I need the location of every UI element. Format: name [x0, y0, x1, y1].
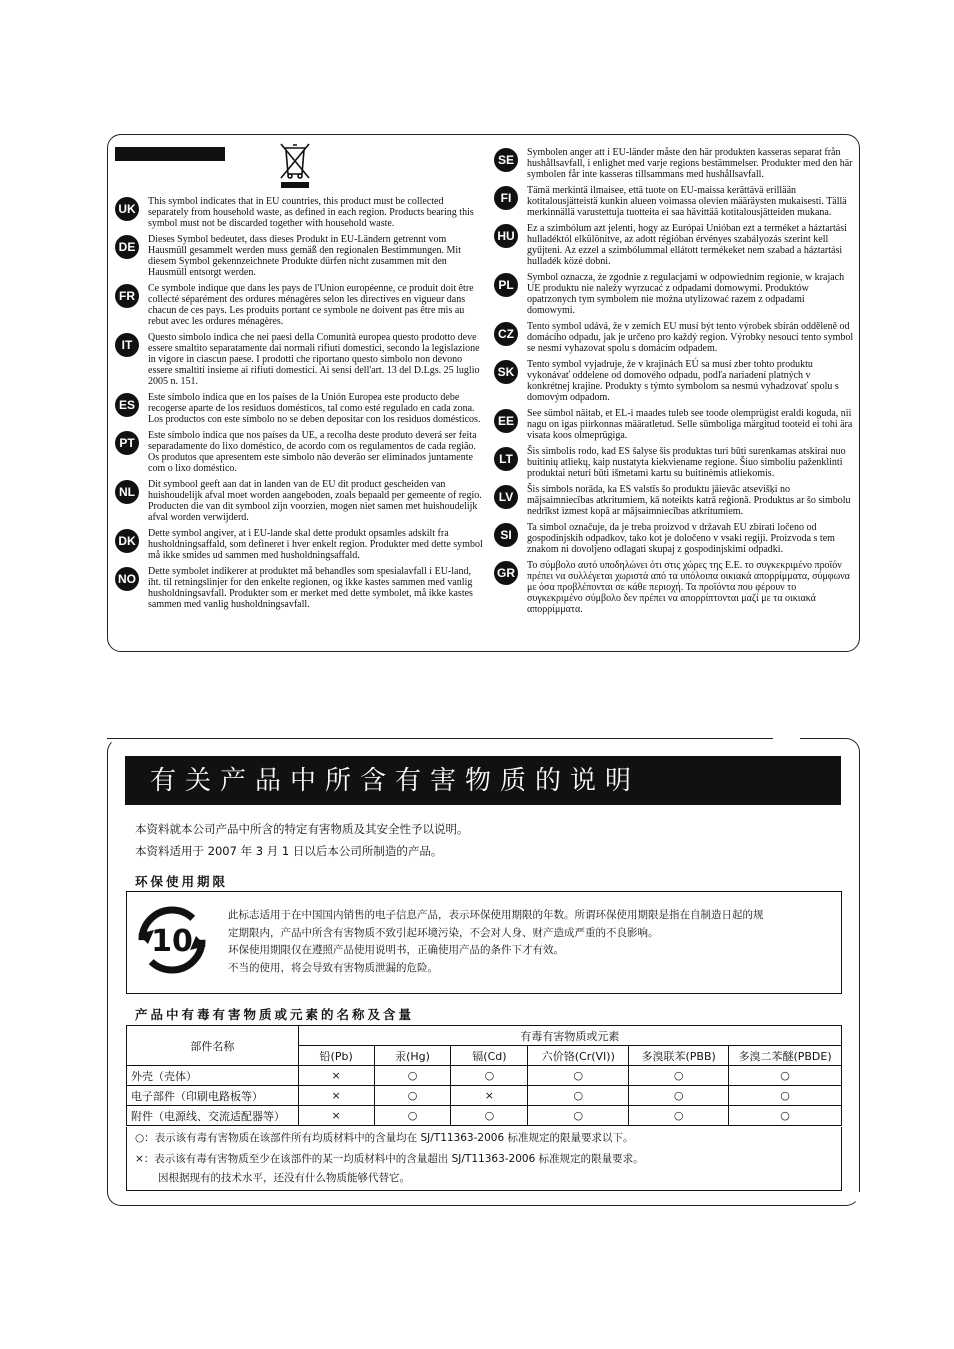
panel-right-line — [859, 770, 860, 1192]
weee-entry-ee — [494, 408, 854, 441]
substance-column-header: 铅(Pb) — [298, 1046, 374, 1066]
substance-table-heading: 产品中有毒有害物质或元素的名称及含量 — [135, 1007, 415, 1022]
weee-entry-lv — [494, 484, 854, 517]
env-line: 定期限内，产品中所含有害物质不致引起环境污染，不会对人身、财产造成严重的不良影响。 — [228, 926, 659, 939]
language-badge: HU — [494, 224, 518, 248]
substance-mark-cell: ○ — [528, 1086, 629, 1106]
substance-column-header: 多溴二苯醚(PBDE) — [729, 1046, 842, 1066]
substance-mark-cell: ○ — [374, 1106, 451, 1126]
weee-entry-text: Symbol oznacza, że zgodnie z regulacjami w odpowiednim regionie, w krajach UE produktu nie należy wyrzucać z odpadami domowymi. Produktów opatrzonych tym symbolem nie można utylizować razem z odpadami domowymi. — [527, 272, 845, 316]
language-badge: DK — [115, 529, 139, 553]
substance-mark-cell: ○ — [729, 1086, 842, 1106]
weee-entry-nl — [115, 479, 485, 523]
language-badge: DE — [115, 235, 139, 259]
weee-entry-text: Šis simbols norāda, ka ES valstīs šo produktu jāievāc atsevišķi no mājsaimniecības atkritumiem, kā noteikts katrā reģionā. Produktus ar šo simbolu nedrīkst izmest kopā ar mājsaimniecības atkritumiem. — [527, 484, 851, 517]
language-badge: ES — [115, 393, 139, 417]
weee-entry-it — [115, 332, 485, 387]
weee-entry-si — [494, 522, 854, 555]
language-badge: SE — [494, 148, 518, 172]
table-row — [127, 1106, 842, 1126]
language-badge: FI — [494, 186, 518, 210]
weee-entry-pt — [115, 430, 485, 474]
weee-entry-lt — [494, 446, 854, 479]
weee-entry-fr — [115, 283, 485, 327]
weee-entry-dk — [115, 528, 485, 561]
weee-entry-pl — [494, 272, 854, 316]
part-name-header: 部件名称 — [127, 1026, 299, 1066]
rohs-title: 有关产品中所含有害物质的说明 — [150, 766, 641, 796]
substance-mark-cell: × — [298, 1086, 374, 1106]
substance-mark-cell: ○ — [528, 1066, 629, 1086]
part-name-cell: 电子部件（印刷电路板等） — [127, 1086, 299, 1106]
substance-mark-cell: ○ — [528, 1106, 629, 1126]
language-badge: LT — [494, 447, 518, 471]
substance-mark-cell: ○ — [629, 1066, 729, 1086]
language-badge: UK — [115, 197, 139, 221]
part-name-cell: 附件（电源线、交流适配器等） — [127, 1106, 299, 1126]
intro-line-1: 本资料就本公司产品中所含的特定有害物质及其安全性予以说明。 — [135, 822, 469, 836]
weee-entry-text: Symbolen anger att i EU-länder måste den här produkten kasseras separat från hushållsavfall, i enlighet med varje regions bestämmelser. Produkter med den här symbolen får inte kasseras tillsammans med hushållsavfall. — [527, 147, 853, 180]
substance-column-header: 镉(Cd) — [451, 1046, 528, 1066]
language-badge: CZ — [494, 322, 518, 346]
weee-entry-text: Šis simbolis rodo, kad ES šalyse šis produktas turi būti surenkamas atskirai nuo buitinių atliekų, kaip nustatyta kiekviename regione. Šiuo simboliu paženklinti produktai neturi būti išmetami kartu su buitinėmis atliekomis. — [527, 446, 846, 479]
weee-entry-text: Ce symbole indique que dans les pays de l'Union européenne, ce produit doit être collecté séparément des ordures ménagères selon les directives en vigueur dans chacun de ces pays. Les produits portant ce symbole ne doivent pas être mis au rebut avec les ordures ménagères. — [148, 283, 474, 327]
intro-line-2: 本资料适用于 2007 年 3 月 1 日以后本公司所制造的产品。 — [135, 844, 443, 858]
table-row — [127, 1066, 842, 1086]
substance-column-header: 汞(Hg) — [374, 1046, 451, 1066]
env-period-heading: 环保使用期限 — [135, 874, 229, 889]
substance-mark-cell: × — [298, 1066, 374, 1086]
table-row — [127, 1086, 842, 1106]
weee-entry-text: Tento symbol udává, že v zemích EU musí být tento výrobek sbírán odděleně od domácího odpadu, jak je určeno pro každý region. Výrobky nesoucí tento symbol se nesmí vyhazovat spolu s domácím odpadem. — [527, 321, 854, 354]
substance-column-header: 多溴联苯(PBB) — [629, 1046, 729, 1066]
substance-mark-cell: ○ — [374, 1066, 451, 1086]
substance-mark-cell: ○ — [629, 1086, 729, 1106]
language-badge: PT — [115, 431, 139, 455]
env-line: 不当的使用，将会导致有害物质泄漏的危险。 — [228, 961, 438, 974]
language-badge: NL — [115, 480, 139, 504]
substance-mark-cell: × — [298, 1106, 374, 1126]
weee-entry-de — [115, 234, 485, 278]
weee-entry-text: Dieses Symbol bedeutet, dass dieses Produkt in EU-Ländern getrennt vom Hausmüll gesammelt werden muss gemäß den regionalen Bestimmungen. Mit diesem Symbol gekennzeichnete Produkte dürfen nicht zusammen mit den Hausmüll entsorgt werden. — [148, 234, 461, 278]
weee-left-column — [115, 196, 485, 615]
language-badge: GR — [494, 561, 518, 585]
substance-mark-cell: ○ — [629, 1106, 729, 1126]
panel-top-line — [107, 738, 773, 739]
weee-right-column — [494, 147, 854, 620]
language-badge: PL — [494, 273, 518, 297]
weee-entry-text: See sümbol näitab, et EL-i maades tuleb see toode olemprügist eraldi koguda, nii nagu on igas piirkonnas määratletud. Selle sümboliga märgitud tooteid ei tohi ära visata koos olmeprügiga. — [527, 408, 853, 441]
black-label-bar — [115, 147, 225, 161]
weee-entry-gr — [494, 560, 854, 615]
language-badge: FR — [115, 284, 139, 308]
weee-entry-se — [494, 147, 854, 180]
note-cross: ×：表示该有毒有害物质至少在该部件的某一均质材料中的含量超出 SJ/T11363-2006 标准规定的限量要求。 — [135, 1153, 644, 1165]
weee-entry-fi — [494, 185, 854, 218]
env-line: 此标志适用于在中国国内销售的电子信息产品，表示环保使用期限的年数。所谓环保使用期限是指在自制造日起的规 — [228, 909, 764, 921]
language-badge: NO — [115, 567, 139, 591]
weee-entry-text: Ez a szimbólum azt jelenti, hogy az Európai Unióban ezt a terméket a háztartási hulladéktól elkülönítve, az adott régióban érvényes szabályozás szerint kell gyűjteni. Az ezzel a szimbólummal ellátott termékeket nem szabad a háztartási hulladék közé dobni. — [527, 223, 847, 267]
part-name-cell: 外壳（壳体） — [127, 1066, 299, 1086]
substance-mark-cell: ○ — [374, 1086, 451, 1106]
weee-entry-text: Dette symbolet indikerer at produktet må behandles som spesialavfall i EU-land, iht. til retningslinjer for den enkelte regionen, og ikke kastes sammen med vanlig husholdningsavfall. Produkter som er merket med dette symbolet, må ikke kastes sammen med vanlig husholdningsavfall. — [148, 566, 473, 610]
weee-entry-text: Este símbolo indica que nos países da UE, a recolha deste produto deverá ser feita separadamente do lixo doméstico, de acordo com os regulamentos de cada região. Os produtos que apresentem este símbolo não deverão ser eliminados juntamente com o lixo doméstico. — [148, 430, 477, 474]
weee-entry-hu — [494, 223, 854, 267]
env-logo-number: 10 — [151, 924, 193, 959]
note-circle: ○：表示该有毒有害物质在该部件所有均质材料中的含量均在 SJ/T11363-2006 标准规定的限量要求以下。 — [135, 1132, 634, 1144]
substance-mark-cell: ○ — [729, 1106, 842, 1126]
substance-mark-cell: ○ — [451, 1106, 528, 1126]
substance-mark-cell: ○ — [729, 1066, 842, 1086]
weee-entry-text: Dit symbool geeft aan dat in landen van de EU dit product gescheiden van huishoudelijk afval moet worden aangeboden, zoals bepaald per gemeente of regio. Producten die van dit symbool zijn voorzien, mogen niet samen met huishoudelijk afval worden verwijderd. — [148, 479, 482, 523]
substance-group-header: 有毒有害物质或元素 — [298, 1026, 841, 1046]
weee-entry-sk — [494, 359, 854, 403]
crossed-out-wheelie-bin-icon — [275, 140, 315, 190]
weee-entry-text: Το σύμβολο αυτό υποδηλώνει ότι στις χώρες της Ε.Ε. το συγκεκριμένο προϊόν πρέπει να συλλέγεται χωριστά από τα υπόλοιπα οικιακά απορρίμματα, σύμφωνα με όσα προβλέπονται σε κάθε περιοχή. Τα προϊόντα που φέρουν το συγκεκριμένο σύμβολο δεν πρέπει να απορρίπτονται μαζί με τα οικιακά απορρίμματα. — [527, 560, 850, 615]
language-badge: LV — [494, 485, 518, 509]
env-period-text — [228, 907, 828, 977]
substance-column-header: 六价铬(Cr(VI)) — [528, 1046, 629, 1066]
weee-entry-es — [115, 392, 485, 425]
weee-entry-text: Ta simbol označuje, da je treba proizvod v državah EU zbirati ločeno od gospodinjskih odpadkov, tako kot je določeno v vsaki regiji. Proizvoda s tem znakom ni dovoljeno odlagati skupaj z gospodinjskimi odpadki. — [527, 522, 835, 555]
weee-entry-text: Dette symbol angiver, at i EU-lande skal dette produkt opsamles adskilt fra husholdningsaffald, som defineret i hver enkelt region. Produkter med dette symbol må ikke smides ud sammen med husholdningsaffald. — [148, 528, 483, 561]
weee-entry-text: Questo simbolo indica che nei paesi della Comunità europea questo prodotto deve essere smaltito separatamente dai normali rifiuti domestici, secondo la legislazione in vigore in ciascun paese. I prodotti che riportano questo simbolo non devono essere smaltiti insieme ai rifiuti domestici. Ai sensi dell'art. 13 del D.Lgs. 25 luglio 2005 n. 151. — [148, 332, 480, 387]
environment-protection-period-icon — [132, 900, 212, 980]
env-line: 环保使用期限仅在遵照产品使用说明书，正确使用产品的条件下才有效。 — [228, 944, 564, 956]
weee-entry-cz — [494, 321, 854, 354]
language-badge: EE — [494, 409, 518, 433]
weee-entry-text: Este símbolo indica que en los países de la Unión Europea este producto debe recogerse aparte de los residuos domésticos, tal como esté regulado en cada zona. Los productos con este símbolo no se deben depositar con los residuos domésticos. — [148, 392, 481, 425]
language-badge: IT — [115, 333, 139, 357]
substance-table — [126, 1025, 842, 1126]
weee-entry-text: This symbol indicates that in EU countries, this product must be collected separately from household waste, as defined in each region. Products bearing this symbol must not be discarded together with household waste. — [148, 196, 474, 229]
weee-entry-uk — [115, 196, 485, 229]
table-body — [127, 1066, 842, 1126]
substance-mark-cell: × — [451, 1086, 528, 1106]
substance-mark-cell: ○ — [451, 1066, 528, 1086]
weee-entry-text: Tento symbol vyjadruje, že v krajinách EÚ sa musí zber tohto produktu vykonávať oddelene od domového odpadu, podľa nariadení platných v konkrétnej krajine. Produkty s týmto symbolom sa nesmú vyhadzovať spolu s domovým odpadom. — [527, 359, 839, 403]
language-badge: SK — [494, 360, 518, 384]
weee-entry-no — [115, 566, 485, 610]
note-reason: 因根据现有的技术水平，还没有什么物质能够代替它。 — [158, 1172, 410, 1184]
language-badge: SI — [494, 523, 518, 547]
weee-entry-text: Tämä merkintä ilmaisee, että tuote on EU-maissa kerättävä erillään kotitalousjätteistä kunkin alueen voimassa olevien määräysten mukaisesti. Tällä merkinnällä varustettuja tuotteita ei saa hävittää kotitalousjätteiden mukana. — [527, 185, 847, 218]
